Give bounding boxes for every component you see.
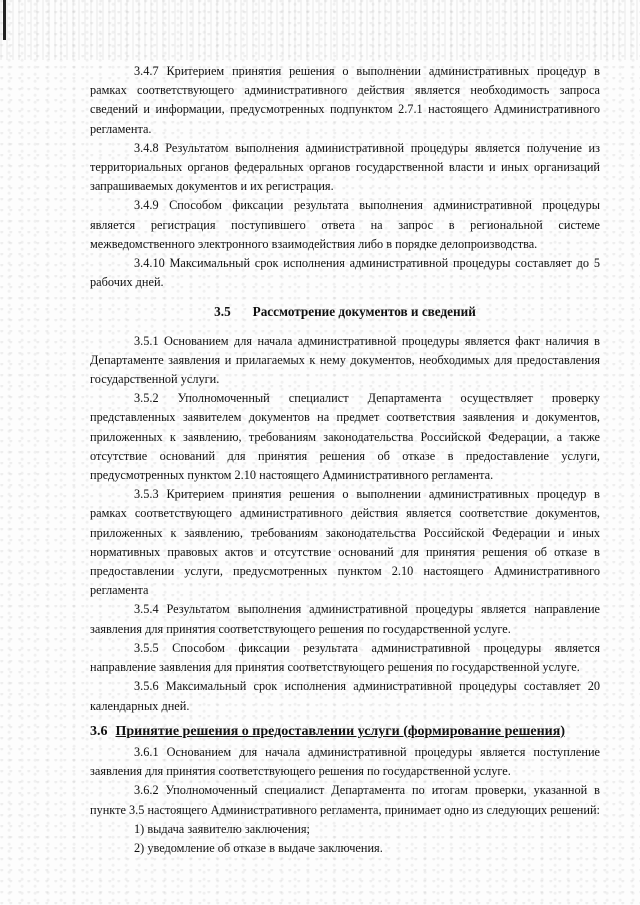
- paragraph-3-5-1: 3.5.1 Основанием для начала административной процедуры является факт наличия в Департаменте заявления и прилагаемых к нему документов, необходимых для предоставления государственной услуги.: [90, 333, 600, 387]
- list-item: 2) уведомление об отказе в выдаче заключения.: [134, 840, 383, 855]
- scan-noise: [0, 0, 640, 60]
- paragraph-3-6-1: 3.6.1 Основанием для начала административной процедуры является поступление заявления для принятия соответствующего решения по государственной услуге.: [90, 744, 600, 779]
- section-title: Рассмотрение документов и сведений: [252, 304, 476, 320]
- section-number: 3.6: [90, 723, 108, 739]
- paragraph-3-4-8: 3.4.8 Результатом выполнения административной процедуры является получение из территориальных органов федеральных органов государственной власти и иных организаций запрашиваемых документов и их регистрация.: [90, 140, 600, 194]
- paragraph-3-5-3: 3.5.3 Критерием принятия решения о выполнении административных процедур в рамках соответствующего административного действия является соответствие документов, приложенных к заявлению, требованиям законодательства Российской Федерации и иных нормативных правовых актов и отсутствие оснований для принятия решения об отказе в предоставлении услуги, предусмотренных пунктом 2.10 настоящего Административного регламента: [90, 487, 600, 598]
- paragraph-3-5-5: 3.5.5 Способом фиксации результата административной процедуры является направление заявления для принятия соответствующего решения по государственной услуге.: [90, 640, 600, 675]
- section-number: 3.5: [214, 304, 231, 320]
- section-heading-3-6: [90, 722, 600, 741]
- paragraph-3-4-10: 3.4.10 Максимальный срок исполнения административной процедуры составляет до 5 рабочих дней.: [90, 256, 600, 290]
- section-heading-3-5: [90, 302, 600, 321]
- section-title: Принятие решения о предоставлении услуги (формирование решения): [115, 723, 565, 739]
- paragraph-3-4-9: 3.4.9 Способом фиксации результата выполнения административной процедуры является регистрация поступившего ответа на запрос в региональной системе межведомственного электронного взаимодействия либо в порядке делопроизводства.: [90, 198, 600, 251]
- page-edge-mark: [3, 0, 6, 40]
- paragraph-3-5-2: 3.5.2 Уполномоченный специалист Департамента осуществляет проверку представленных заявителем документов на предмет соответствия заявления и документов, приложенных к заявлению, требованиям законодательства Российской Федерации, а также отсутствие оснований для принятия решения об отказе в предоставление услуги, предусмотренных пунктом 2.10 настоящего Административного регламента.: [90, 391, 600, 483]
- paragraph-3-5-4: 3.5.4 Результатом выполнения административной процедуры является направление заявления для принятия соответствующего решения по государственной услуге.: [90, 602, 600, 636]
- paragraph-3-4-7: 3.4.7 Критерием принятия решения о выполнении административных процедур в рамках соответствующего административного действия является необходимость запроса сведений и информации, предусмотренных подпунктом 2.7.1 настоящего Административного регламента.: [90, 64, 600, 136]
- paragraph-3-6-2: 3.6.2 Уполномоченный специалист Департамента по итогам проверки, указанной в пункте 3.5 настоящего Административного регламента, принимает одно из следующих решений:: [90, 783, 600, 817]
- paragraph-3-5-6: 3.5.6 Максимальный срок исполнения административной процедуры составляет 20 календарных дней.: [90, 679, 600, 713]
- list-item: 1) выдача заявителю заключения;: [134, 821, 310, 836]
- document-body: [90, 62, 600, 858]
